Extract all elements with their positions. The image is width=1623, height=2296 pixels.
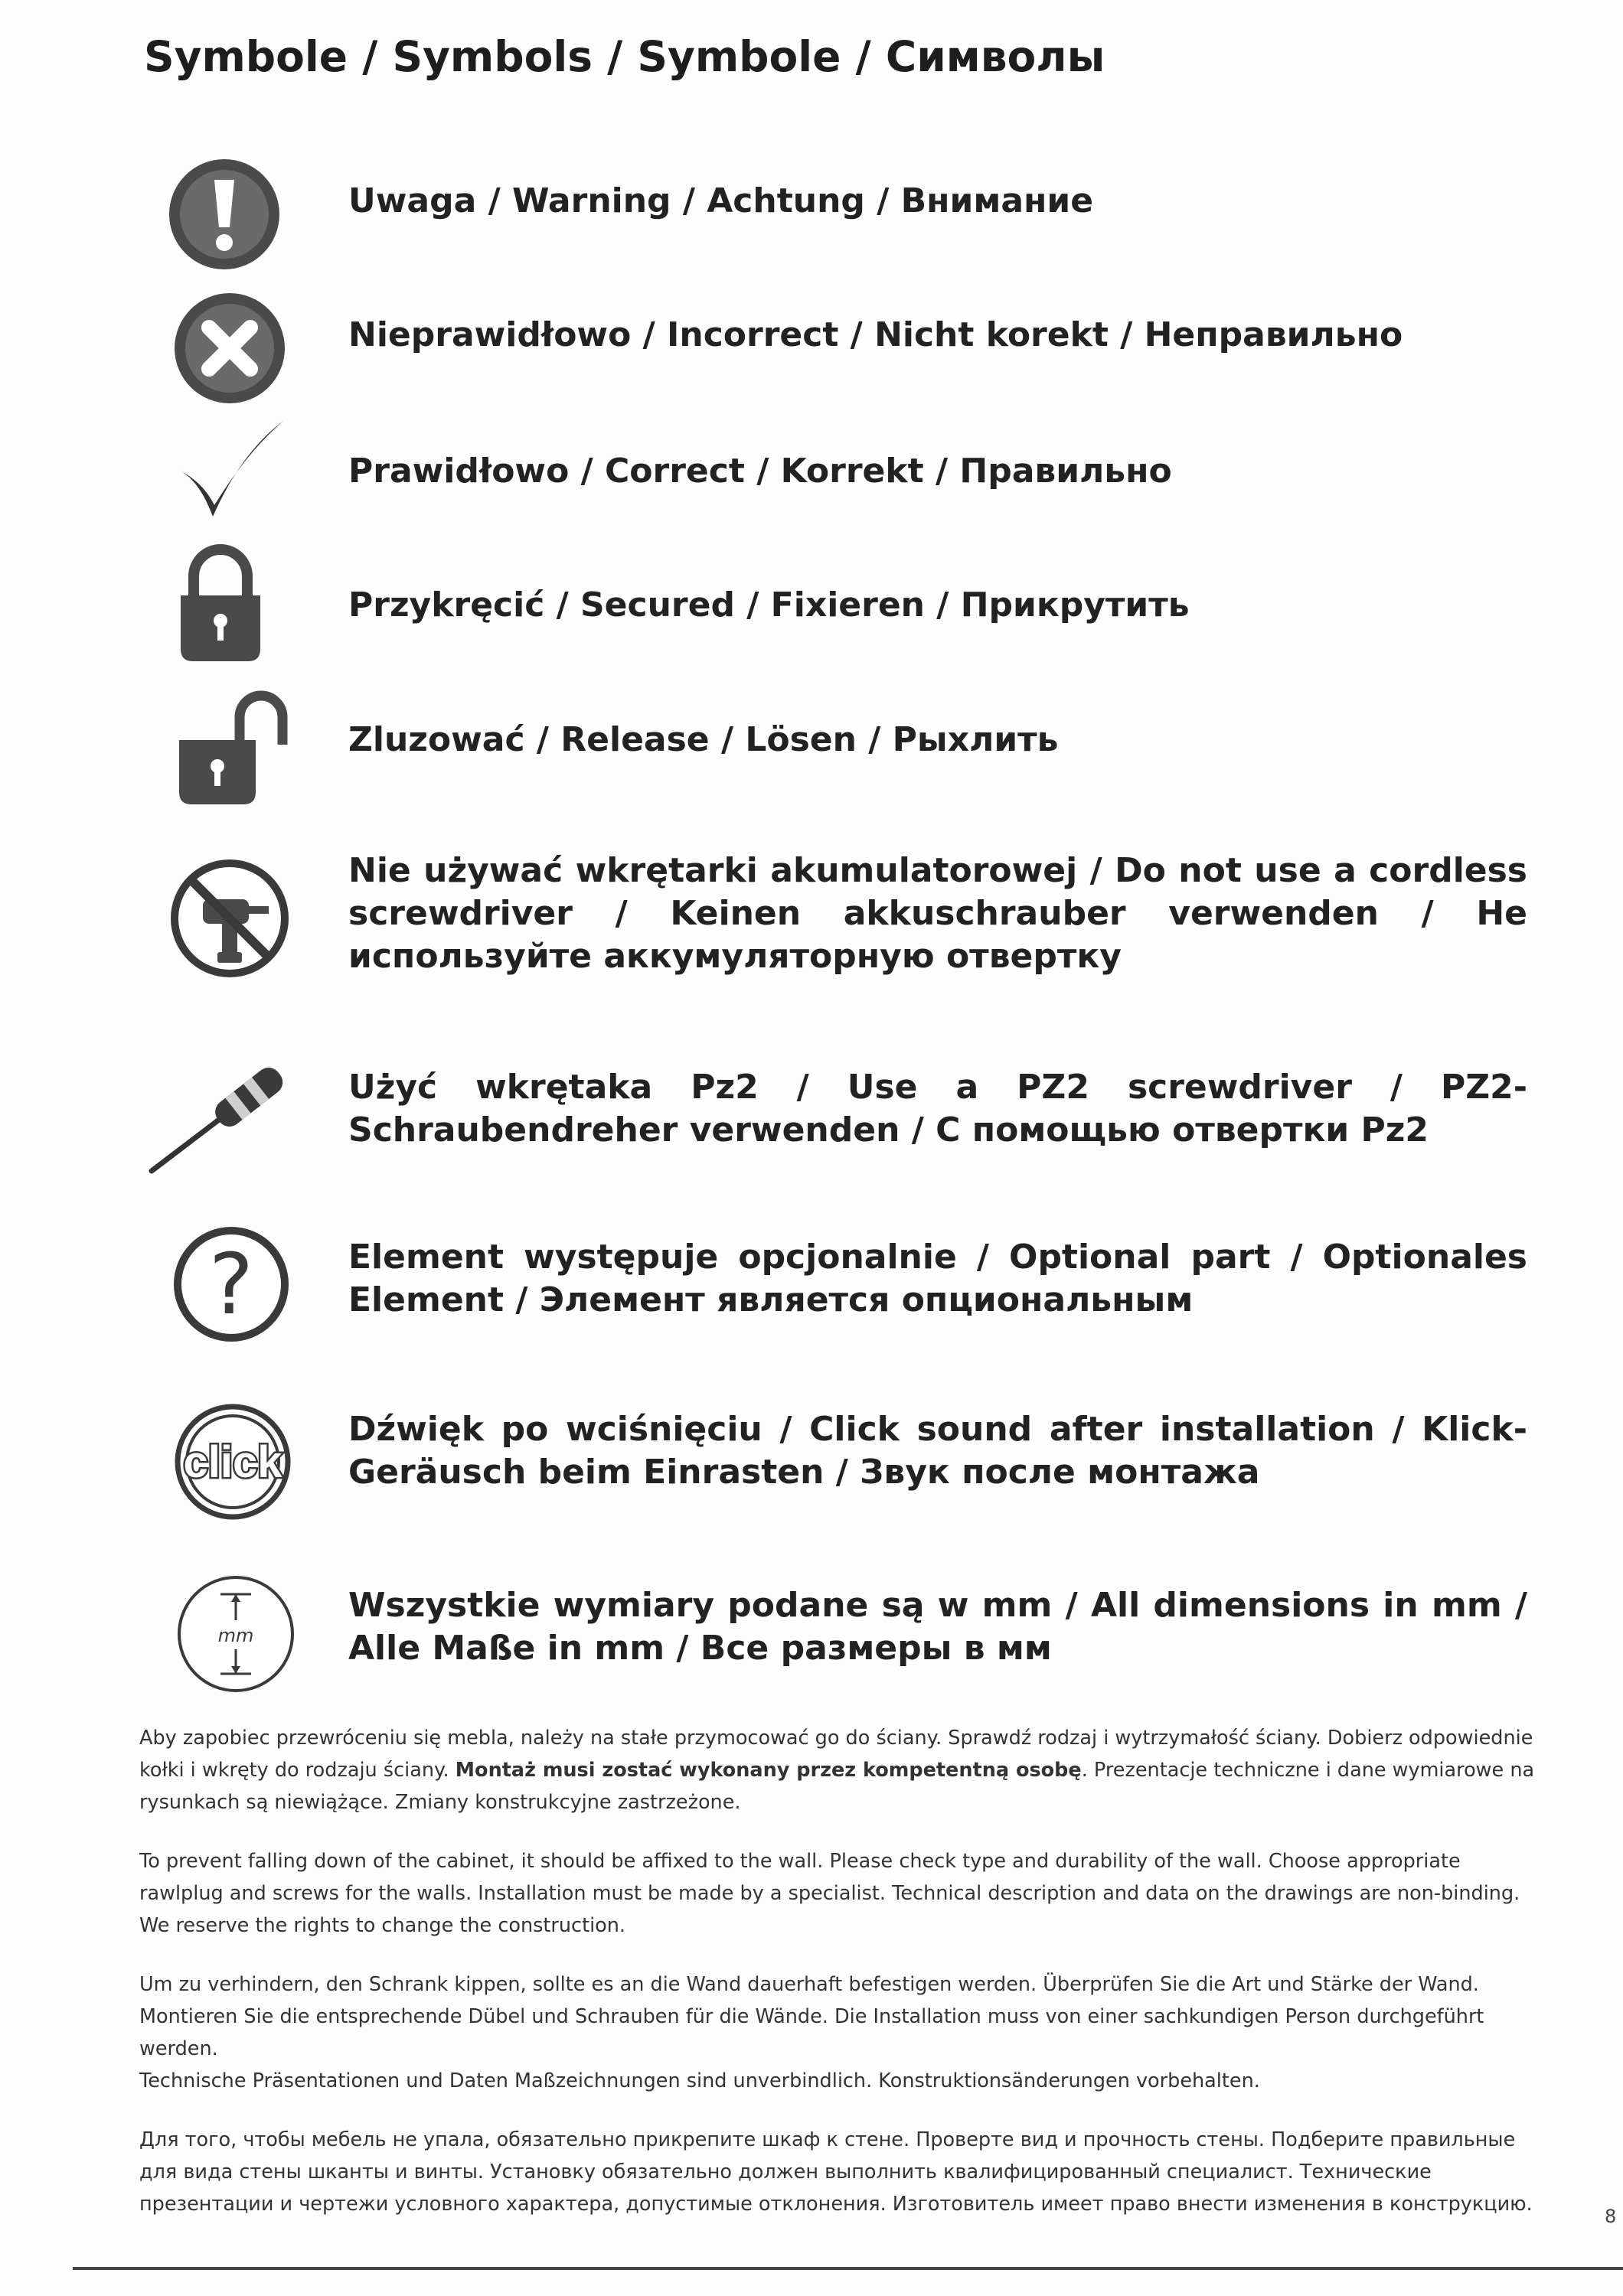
pz2-screwdriver-icon xyxy=(145,1060,291,1178)
svg-text:?: ? xyxy=(208,1235,254,1333)
svg-text:click: click xyxy=(183,1437,282,1487)
warning-icon xyxy=(167,157,282,275)
incorrect-icon xyxy=(172,291,287,409)
checkmark-icon xyxy=(176,417,287,523)
note-german-1: Um zu verhindern, den Schrank kippen, sollte es an die Wand dauerhaft befestigen werden. Überprüfen Sie die Art und Stärke der Wand. Montieren Sie die entsprechende Dübel und Schrauben für die Wände. Die Installation muss von einer sachkundigen Person durchgeführt werden. xyxy=(139,1973,1484,2060)
bottom-divider xyxy=(73,2267,1623,2270)
symbol-label: Element występuje opcjonalnie / Optional part / Optionales Element / Элемент является опциональным xyxy=(348,1238,1527,1319)
optional-part-question-icon xyxy=(170,1223,292,1349)
page-number: 8 xyxy=(1605,2206,1617,2227)
svg-text:mm: mm xyxy=(217,1625,254,1646)
symbol-label: Dźwięk po wciśnięciu / Click sound after installation / Klick-Geräusch beim Einrasten / Звук после монтажа xyxy=(348,1410,1527,1492)
click-sound-icon xyxy=(170,1401,296,1526)
dimensions-mm-icon xyxy=(175,1573,297,1698)
page-title: Symbole / Symbols / Symbole / Символы xyxy=(144,32,1105,81)
locked-padlock-icon xyxy=(175,542,266,667)
symbol-label: Przykręcić / Secured / Fixieren / Прикрутить xyxy=(348,585,1190,625)
note-russian: Для того, чтобы мебель не упала, обязательно прикрепите шкаф к стене. Проверте вид и прочность стены. Подберите правильные для вида стены шканты и винты. Установку обязательно должен выполнить квалифицированный специалист. Технические презентации и чертежи условного характера, допустимые отклонения. Изготовитель имеет право внести изменения в конструкцию. xyxy=(139,2128,1533,2216)
symbol-label: Zluzować / Release / Lösen / Рыхлить xyxy=(348,720,1059,759)
note-english: To prevent falling down of the cabinet, it should be affixed to the wall. Please check type and durability of the wall. Choose appropriate rawlplug and screws for the walls. Installation must be made by a specialist. Technical description and data on the drawings are non-binding. We reserve the rights to change the construction. xyxy=(139,1850,1520,1937)
symbol-label: Wszystkie wymiary podane są w mm / All dimensions in mm / Alle Maße in mm / Все размеры в мм xyxy=(348,1586,1527,1668)
symbol-label: Użyć wkrętaka Pz2 / Use a PZ2 screwdriver / PZ2-Schraubendreher verwenden / С помощью отвертки Pz2 xyxy=(348,1068,1527,1150)
unlocked-padlock-icon xyxy=(175,685,289,810)
installation-notes xyxy=(139,1722,1548,2247)
note-german-2: Technische Präsentationen und Daten Maßzeichnungen sind unverbindlich. Konstruktionsänderungen vorbehalten. xyxy=(139,2069,1260,2092)
symbol-label: Prawidłowo / Correct / Korrekt / Правильно xyxy=(348,452,1172,491)
symbol-label: Nie używać wkrętarki akumulatorowej / Do not use a cordless screwdriver / Keinen akkuschrauber verwenden / Не используйте аккумуляторную отвертку xyxy=(348,851,1527,976)
symbol-label: Nieprawidłowo / Incorrect / Nicht korekt / Неправильно xyxy=(348,315,1403,354)
note-polish: Aby zapobiec przewróceniu się mebla, należy na stałe przymocować go do ściany. Sprawdź rodzaj i wytrzymałość ściany. Dobierz odpowiednie kołki i wkręty do rodzaju ściany. Montaż musi zostać wykonany przez kompetentną osobę. Prezentacje techniczne i dane wymiarowe na rysunkach są niewiążące. Zmiany konstrukcyjne zastrzeżone. xyxy=(139,1727,1535,1814)
no-cordless-screwdriver-icon xyxy=(168,857,291,983)
symbol-label: Uwaga / Warning / Achtung / Внимание xyxy=(348,181,1094,220)
